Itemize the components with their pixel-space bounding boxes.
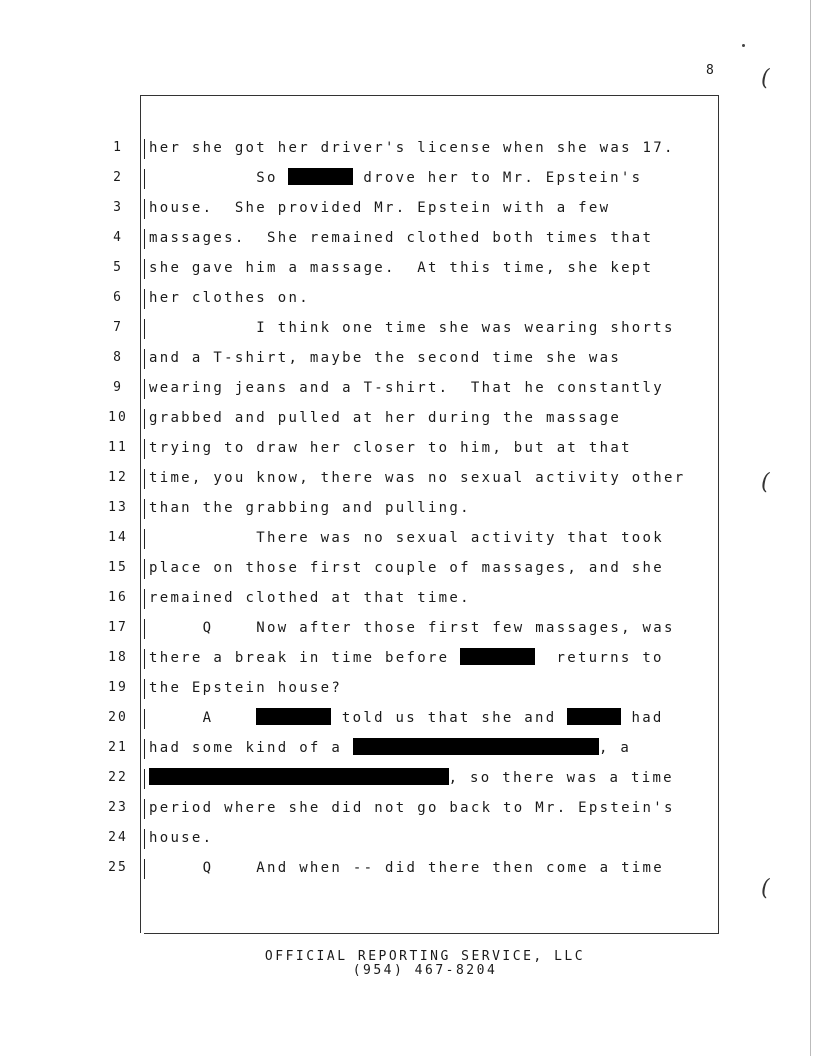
line-number: 11	[108, 440, 128, 455]
redaction-box	[460, 648, 535, 665]
line-number: 25	[108, 860, 128, 875]
line-bar	[144, 859, 145, 879]
line-text	[149, 766, 717, 790]
transcript-line	[0, 346, 816, 370]
line-text: than the grabbing and pulling.	[149, 500, 471, 516]
line-text: grabbed and pulled at her during the massage	[149, 410, 622, 426]
line-bar	[144, 829, 145, 849]
line-number: 20	[108, 710, 128, 725]
line-number: 12	[108, 470, 128, 485]
redaction-box	[256, 708, 331, 725]
line-number: 2	[113, 170, 123, 185]
line-text: trying to draw her closer to him, but at that	[149, 440, 632, 456]
footer-company: OFFICIAL REPORTING SERVICE, LLC	[264, 949, 586, 964]
line-text	[149, 706, 717, 730]
line-bar	[144, 379, 145, 399]
line-number: 3	[113, 200, 123, 215]
margin-mark: (	[761, 66, 770, 91]
line-number: 7	[113, 320, 123, 335]
line-bar	[144, 619, 145, 639]
line-bar	[144, 259, 145, 279]
line-text	[149, 646, 717, 670]
transcript-frame-bottom	[144, 933, 719, 934]
line-text-segment: returns to	[535, 650, 664, 666]
line-text-segment: drove her to Mr. Epstein's	[352, 170, 643, 186]
line-text: her she got her driver's license when she was 17.	[149, 140, 675, 156]
line-text: massages. She remained clothed both times that	[149, 230, 654, 246]
line-number: 6	[113, 290, 123, 305]
transcript-line	[0, 766, 816, 790]
transcript-line	[0, 286, 816, 310]
line-number: 21	[108, 740, 128, 755]
line-text: place on those first couple of massages, and she	[149, 560, 664, 576]
line-bar	[144, 499, 145, 519]
page-number: 8	[706, 63, 714, 78]
redaction-box	[149, 768, 449, 785]
transcript-line	[0, 856, 816, 880]
line-text: her clothes on.	[149, 290, 310, 306]
line-number: 24	[108, 830, 128, 845]
line-number: 18	[108, 650, 128, 665]
redaction-box	[567, 708, 621, 725]
line-text: Q Now after those first few massages, was	[149, 620, 675, 636]
line-bar	[144, 439, 145, 459]
line-bar	[144, 199, 145, 219]
scan-dot	[742, 44, 745, 47]
transcript-line	[0, 556, 816, 580]
line-bar	[144, 229, 145, 249]
redaction-box	[288, 168, 352, 185]
line-text: period where she did not go back to Mr. Epstein's	[149, 800, 675, 816]
transcript-line	[0, 526, 816, 550]
line-number: 1	[113, 140, 123, 155]
line-bar	[144, 679, 145, 699]
line-text	[149, 166, 717, 190]
line-text: There was no sexual activity that took	[149, 530, 664, 546]
line-text-segment: , a	[598, 740, 632, 756]
line-number: 10	[108, 410, 128, 425]
line-number: 5	[113, 260, 123, 275]
line-text-segment: So	[149, 170, 289, 186]
transcript-line	[0, 256, 816, 280]
transcript-line	[0, 646, 816, 670]
line-bar	[144, 709, 145, 729]
line-text: house.	[149, 830, 214, 846]
transcript-line	[0, 136, 816, 160]
transcript-line	[0, 706, 816, 730]
line-number: 9	[113, 380, 123, 395]
margin-mark: (	[761, 470, 770, 495]
transcript-line	[0, 826, 816, 850]
line-bar	[144, 349, 145, 369]
line-number: 13	[108, 500, 128, 515]
transcript-line	[0, 496, 816, 520]
line-text: remained clothed at that time.	[149, 590, 471, 606]
line-number: 15	[108, 560, 128, 575]
line-bar	[144, 319, 145, 339]
transcript-line	[0, 196, 816, 220]
line-number: 8	[113, 350, 123, 365]
line-number: 16	[108, 590, 128, 605]
line-text: Q And when -- did there then come a time	[149, 860, 664, 876]
transcript-line	[0, 316, 816, 340]
line-text-segment: had	[620, 710, 664, 726]
transcript-line	[0, 376, 816, 400]
transcript-line	[0, 166, 816, 190]
line-bar	[144, 559, 145, 579]
transcript-frame-top	[140, 95, 719, 96]
line-bar	[144, 169, 145, 189]
transcript-line	[0, 406, 816, 430]
line-number: 23	[108, 800, 128, 815]
transcript-line	[0, 736, 816, 760]
line-text: house. She provided Mr. Epstein with a few	[149, 200, 611, 216]
line-bar	[144, 799, 145, 819]
line-text-segment: A	[149, 710, 257, 726]
line-bar	[144, 649, 145, 669]
line-bar	[144, 469, 145, 489]
line-number: 4	[113, 230, 123, 245]
line-text: I think one time she was wearing shorts	[149, 320, 675, 336]
footer-phone: (954) 467-8204	[352, 963, 498, 978]
line-number: 14	[108, 530, 128, 545]
transcript-line	[0, 796, 816, 820]
transcript-line	[0, 676, 816, 700]
line-bar	[144, 289, 145, 309]
line-text-segment: told us that she and	[331, 710, 568, 726]
line-number: 17	[108, 620, 128, 635]
line-text: and a T-shirt, maybe the second time she was	[149, 350, 622, 366]
margin-mark: (	[761, 876, 770, 901]
line-number: 22	[108, 770, 128, 785]
line-bar	[144, 589, 145, 609]
line-bar	[144, 409, 145, 429]
line-text-segment: , so there was a time	[448, 770, 674, 786]
transcript-line	[0, 226, 816, 250]
line-text-segment: had some kind of a	[149, 740, 353, 756]
transcript-line	[0, 586, 816, 610]
transcript-line	[0, 616, 816, 640]
line-bar	[144, 529, 145, 549]
line-text	[149, 736, 717, 760]
line-text: time, you know, there was no sexual activity other	[149, 470, 686, 486]
redaction-box	[353, 738, 599, 755]
line-bar	[144, 139, 145, 159]
transcript-line	[0, 466, 816, 490]
line-text: she gave him a massage. At this time, she kept	[149, 260, 654, 276]
line-text: wearing jeans and a T-shirt. That he constantly	[149, 380, 664, 396]
line-text: the Epstein house?	[149, 680, 343, 696]
line-text-segment: there a break in time before	[149, 650, 461, 666]
line-bar	[144, 739, 145, 759]
transcript-line	[0, 436, 816, 460]
line-bar	[144, 769, 145, 789]
line-number: 19	[108, 680, 128, 695]
